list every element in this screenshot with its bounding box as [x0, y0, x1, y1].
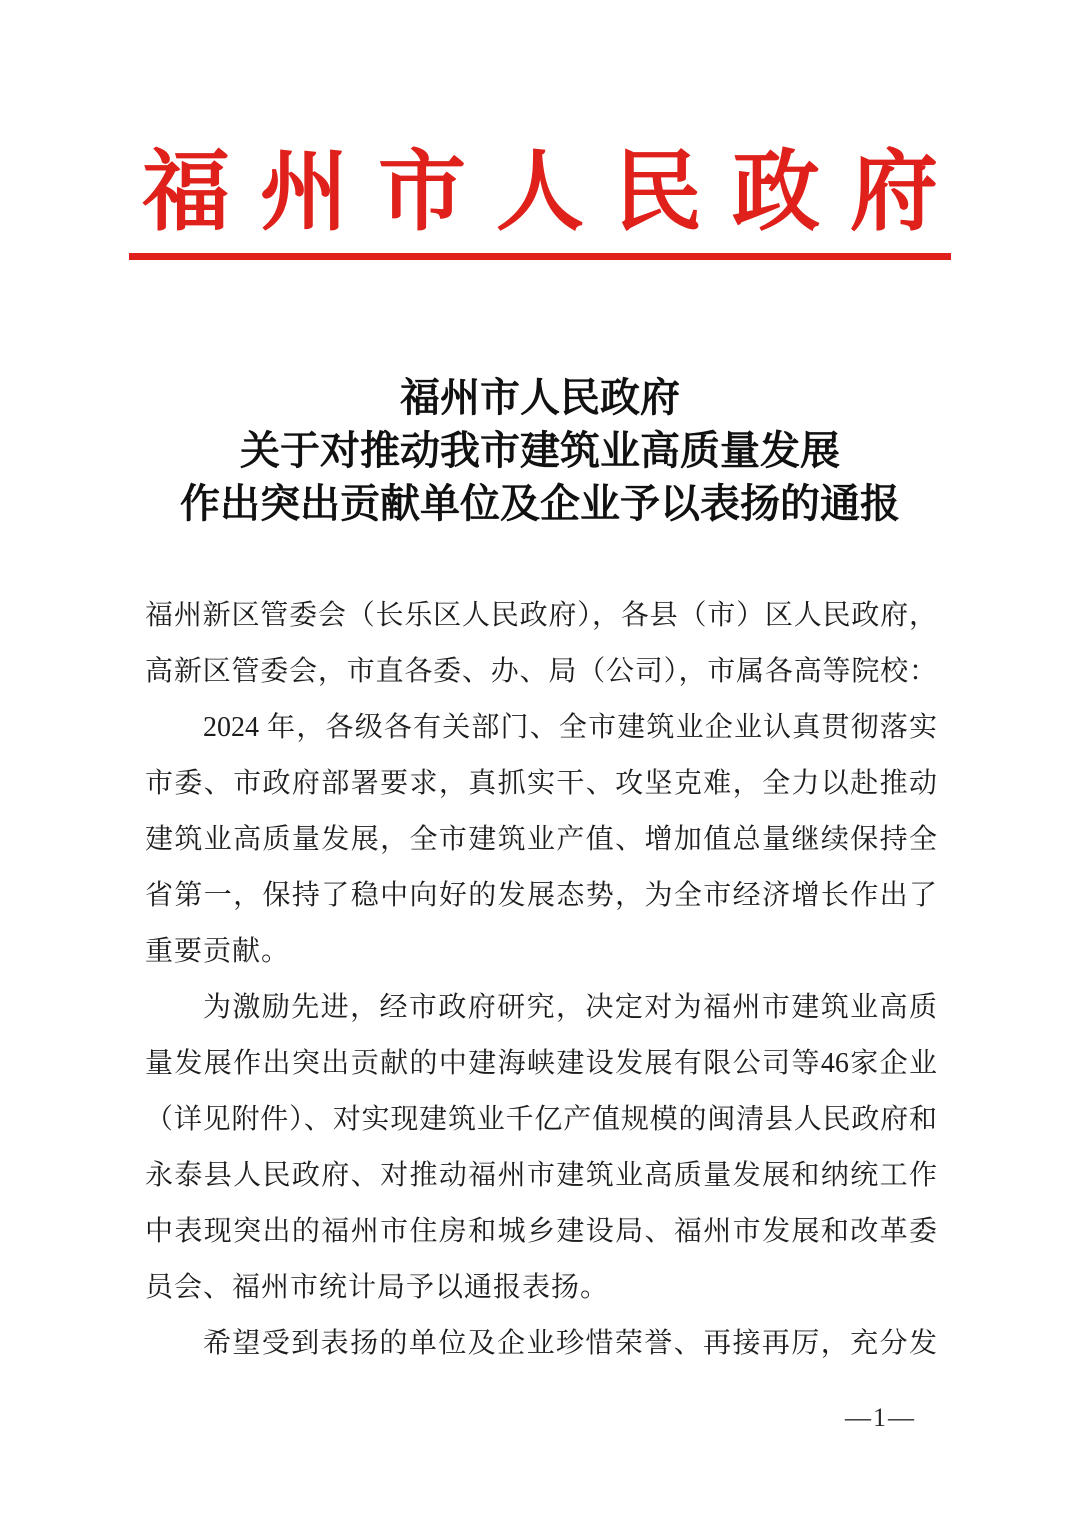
body-line: 建筑业高质量发展，全市建筑业产值、增加值总量继续保持全 [145, 824, 937, 855]
document-body [145, 588, 937, 1372]
body-line: 永泰县人民政府、对推动福州市建筑业高质量发展和纳统工作 [145, 1160, 937, 1191]
body-line: 为激励先进，经市政府研究，决定对为福州市建筑业高质 [203, 992, 937, 1023]
letterhead-org-name: 福州市人民政府 [141, 145, 968, 242]
page-number: —1— [845, 1403, 916, 1432]
letterhead-divider [129, 253, 951, 260]
body-line: 重要贡献。 [145, 936, 291, 967]
body-line: 量发展作出突出贡献的中建海峡建设发展有限公司等46家企业 [145, 1048, 937, 1079]
body-line: 省第一，保持了稳中向好的发展态势，为全市经济增长作出了 [145, 880, 937, 911]
body-line: 员会、福州市统计局予以通报表扬。 [145, 1272, 610, 1303]
document-title-line: 作出突出贡献单位及企业予以表扬的通报 [180, 481, 900, 526]
document-title [0, 371, 1080, 530]
body-line: 中表现突出的福州市住房和城乡建设局、福州市发展和改革委 [145, 1216, 937, 1247]
body-line: 2024 年，各级各有关部门、全市建筑业企业认真贯彻落实 [203, 712, 937, 743]
body-line: 高新区管委会，市直各委、办、局（公司），市属各高等院校： [145, 656, 937, 687]
body-line: （详见附件）、对实现建筑业千亿产值规模的闽清县人民政府和 [145, 1104, 937, 1135]
body-line: 福州新区管委会（长乐区人民政府），各县（市）区人民政府， [145, 600, 937, 631]
body-line: 希望受到表扬的单位及企业珍惜荣誉、再接再厉，充分发 [203, 1328, 937, 1359]
document-title-line: 福州市人民政府 [400, 375, 680, 420]
body-line: 市委、市政府部署要求，真抓实干、攻坚克难，全力以赴推动 [145, 768, 937, 799]
document-title-line: 关于对推动我市建筑业高质量发展 [240, 428, 840, 473]
